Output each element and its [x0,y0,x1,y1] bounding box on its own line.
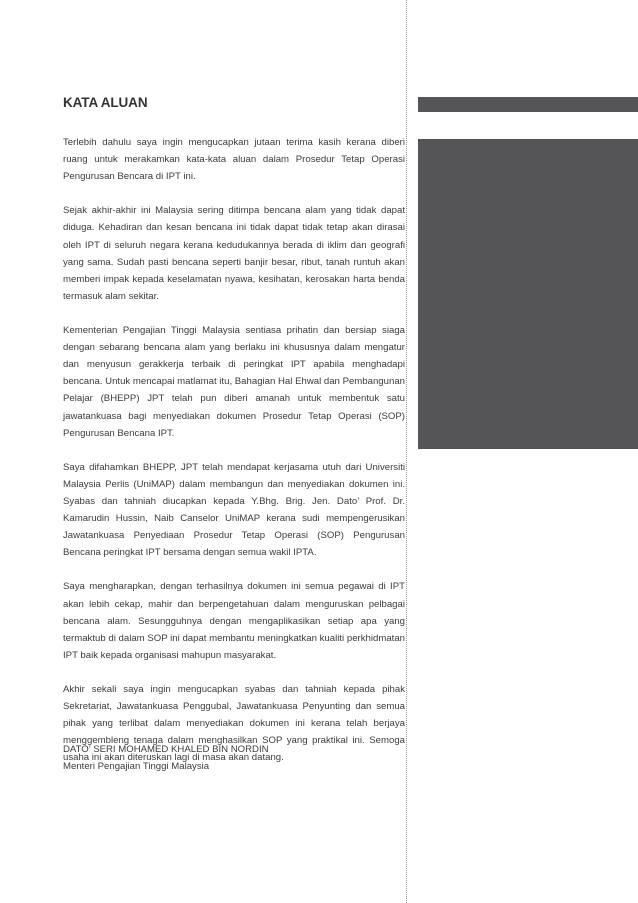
paragraph-3: Kementerian Pengajian Tinggi Malaysia sentiasa prihatin dan bersiap siaga dengan sebarang bencana alam yang berlaku ini khususnya dalam mengatur dan menyusun gerakkerja terbaik di peringkat IPT apabila menghadapi bencana. Untuk mencapai matlamat itu, Bahagian Hal Ehwal dan Pembangunan Pelajar (BHEPP) JPT telah pun diberi amanah untuk membentuk satu jawatankuasa bagi menyediakan dokumen Prosedur Tetap Operasi (SOP) Pengurusan Bencana IPT. [63,325,405,439]
signatory-name: DATO’ SERI MOHAMED KHALED BIN NORDIN [63,744,269,755]
header-accent-bar [418,97,638,112]
paragraph-2: Sejak akhir-akhir ini Malaysia sering ditimpa bencana alam yang tidak dapat diduga. Kehadiran dan kesan bencana ini tidak dapat tidak tetap akan dirasai oleh IPT di seluruh negara kerana kedudukannya berada di iklim dan geografi yang sama. Sudah pasti bencana seperti banjir besar, ribut, tanah runtuh akan memberi impak kepada keselamatan nyawa, kesihatan, kerosakan harta benda termasuk alam sekitar. [63,205,405,302]
paragraph-1: Terlebih dahulu saya ingin mengucapkan jutaan terima kasih kerana diberi ruang untuk merakamkan kata-kata aluan dalam Prosedur Tetap Operasi Pengurusan Bencara di IPT ini. [63,137,405,183]
signatory-position: Menteri Pengajian Tinggi Malaysia [63,761,210,773]
foreword-body [63,134,405,766]
signature-block [63,741,403,775]
page-title: KATA ALUAN [63,95,148,110]
page-fold-guide [406,0,407,903]
paragraph-4: Saya difahamkan BHEPP, JPT telah mendapat kerjasama utuh dari Universiti Malaysia Perlis (UniMAP) dalam membangun dan menyediakan dokumen ini. Syabas dan tahniah diucapkan kepada Y.Bhg. Brig. Jen. Dato’ Prof. Dr. Kamarudin Hussin, Naib Canselor UniMAP kerana sudi mempengerusikan Jawatankuasa Penyediaan Prosedur Tetap Operasi (SOP) Pengurusan Bencana peringkat IPT bersama dengan semua wakil IPTA. [63,461,405,559]
paragraph-5: Saya mengharapkan, dengan terhasilnya dokumen ini semua pegawai di IPT akan lebih cekap, mahir dan berpengetahuan dalam menguruskan pelbagai bencana alam. Sesungguhnya dengan mengaplikasikan setiap apa yang termaktub di dalam SOP ini dapat membantu meningkatkan kualiti perkhidmatan IPT baik kepada organisasi mahupun masyarakat. [63,581,405,661]
side-accent-block [418,139,638,449]
paragraph-6: Akhir sekali saya ingin mengucapkan syabas dan tahniah kepada pihak Sekretariat, Jawatankuasa Penggubal, Jawatankuasa Penyunting dan semua pihak yang terlibat dalam menyediakan dokumen ini kerana telah berjaya menggembleng tenaga dalam menghasilkan SOP yang praktikal ini. Semoga usaha ini akan diteruskan lagi di masa akan datang. [63,684,405,764]
